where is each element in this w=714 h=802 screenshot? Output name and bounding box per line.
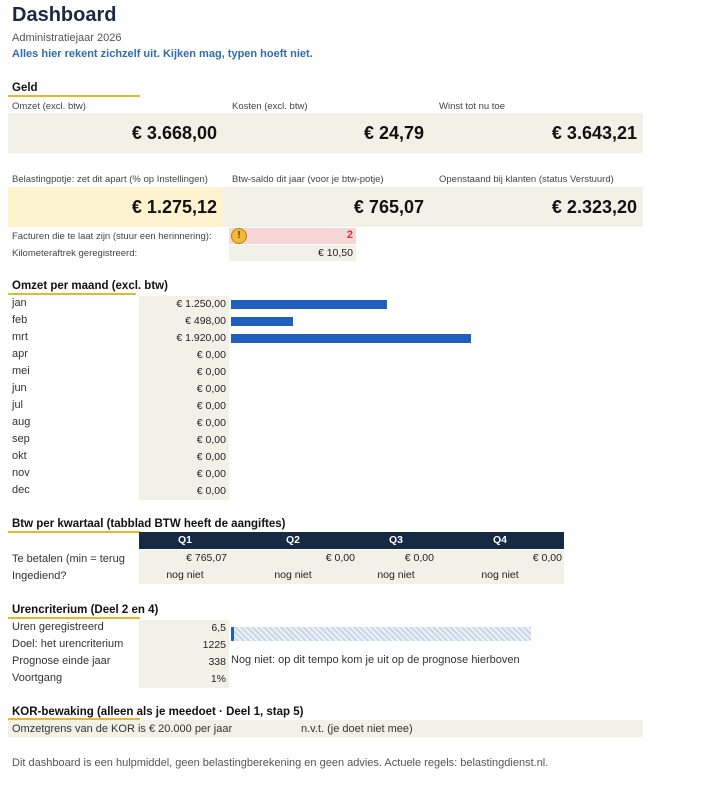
month-value-mrt: € 1.920,00 [139, 330, 229, 347]
winst-value: € 3.643,21 [430, 113, 643, 153]
voortgang-row-value: 1% [139, 671, 229, 688]
month-label-aug: aug [12, 416, 31, 428]
month-bar-mrt [231, 334, 471, 343]
warning-icon: ! [231, 228, 247, 244]
btw-row-filed-label: Ingediend? [12, 570, 67, 582]
winst-label: Winst tot nu toe [439, 101, 506, 112]
km-label: Kilometeraftrek geregistreerd: [12, 248, 138, 259]
month-bar-jan [231, 300, 387, 309]
footer-disclaimer: Dit dashboard is een hulpmiddel, geen belastingberekening en geen advies. Actuele regels: belastingdienst.nl. [12, 757, 549, 769]
btw-q2-filed: nog niet [274, 569, 312, 581]
month-value-jan: € 1.250,00 [139, 296, 229, 313]
month-value-jun: € 0,00 [139, 381, 229, 398]
month-value-dec: € 0,00 [139, 483, 229, 500]
quarter-header-q1: Q1 [139, 532, 231, 549]
btw-row-payable-label: Te betalen (min = terug [12, 553, 125, 565]
section-omzet-maand-heading: Omzet per maand (excl. btw) [12, 280, 168, 292]
late-invoices-cell [229, 228, 356, 244]
kosten-label: Kosten (excl. btw) [232, 101, 308, 112]
page-subtitle: Administratiejaar 2026 [12, 32, 122, 44]
section-geld-underline [8, 95, 140, 97]
month-label-mrt: mrt [12, 331, 28, 343]
page-title: Dashboard [12, 4, 117, 26]
uren-row-value: 6,5 [139, 620, 229, 637]
btw-saldo-label: Btw-saldo dit jaar (voor je btw-potje) [232, 174, 384, 185]
prognose-row-label: Prognose einde jaar [12, 655, 111, 667]
kosten-value: € 24,79 [223, 113, 430, 153]
doel-row-value: 1225 [139, 637, 229, 654]
month-label-nov: nov [12, 467, 30, 479]
section-kor-heading: KOR-bewaking (alleen als je meedoet · Deel 1, stap 5) [12, 706, 304, 718]
voortgang-row-label: Voortgang [12, 672, 63, 684]
section-btw-heading: Btw per kwartaal (tabblad BTW heeft de aangiftes) [12, 518, 286, 530]
btw-q4-filed: nog niet [481, 569, 519, 581]
month-value-nov: € 0,00 [139, 466, 229, 483]
openstaand-label: Openstaand bij klanten (status Verstuurd) [439, 174, 614, 185]
month-value-mei: € 0,00 [139, 364, 229, 381]
month-value-jul: € 0,00 [139, 398, 229, 415]
month-label-jul: jul [12, 399, 24, 411]
month-value-sep: € 0,00 [139, 432, 229, 449]
potje-label: Belastingpotje: zet dit apart (% op Instellingen) [12, 174, 208, 185]
month-label-mei: mei [12, 365, 30, 377]
btw-q2-payable: € 0,00 [325, 552, 355, 564]
prognose-note: Nog niet: op dit tempo kom je uit op de prognose hierboven [231, 654, 520, 666]
month-value-okt: € 0,00 [139, 449, 229, 466]
quarter-header-q2: Q2 [247, 532, 339, 549]
month-value-apr: € 0,00 [139, 347, 229, 364]
section-uren-underline [8, 617, 140, 619]
btw-q4-payable: € 0,00 [532, 552, 562, 564]
omzet-value: € 3.668,00 [8, 113, 223, 153]
month-label-jun: jun [12, 382, 27, 394]
quarter-header-q4: Q4 [454, 532, 546, 549]
quarter-header-q3: Q3 [350, 532, 442, 549]
section-uren-heading: Urencriterium (Deel 2 en 4) [12, 604, 159, 616]
km-value: € 10,50 [229, 245, 356, 261]
month-value-aug: € 0,00 [139, 415, 229, 432]
month-label-sep: sep [12, 433, 30, 445]
btw-q1-filed: nog niet [166, 569, 204, 581]
month-label-dec: dec [12, 484, 30, 496]
btw-q1-payable: € 765,07 [186, 552, 227, 564]
month-label-okt: okt [12, 450, 27, 462]
uren-row-label: Uren geregistreerd [12, 621, 104, 633]
btw-q3-payable: € 0,00 [404, 552, 434, 564]
uren-progress-fill [231, 627, 234, 641]
kor-line: Omzetgrens van de KOR is € 20.000 per jaar [12, 723, 233, 735]
btw-saldo-value: € 765,07 [223, 187, 430, 227]
openstaand-value: € 2.323,20 [430, 187, 643, 227]
doel-row-label: Doel: het urencriterium [12, 638, 124, 650]
info-note: Alles hier rekent zichzelf uit. Kijken mag, typen hoeft niet. [12, 48, 313, 60]
month-value-feb: € 498,00 [139, 313, 229, 330]
late-invoices-value: 2 [346, 229, 353, 241]
prognose-row-value: 338 [139, 654, 229, 671]
potje-value: € 1.275,12 [8, 187, 223, 227]
section-btw-underline [8, 531, 140, 533]
month-label-jan: jan [12, 297, 27, 309]
section-omzet-maand-underline [8, 293, 136, 295]
btw-q3-filed: nog niet [377, 569, 415, 581]
late-invoices-label: Facturen die te laat zijn (stuur een herinnering): [12, 231, 212, 242]
uren-progress-track [231, 627, 531, 641]
month-label-apr: apr [12, 348, 28, 360]
omzet-label: Omzet (excl. btw) [12, 101, 86, 112]
monthly-revenue-chart [0, 296, 714, 500]
month-bar-feb [231, 317, 293, 326]
section-geld-heading: Geld [12, 82, 38, 94]
month-label-feb: feb [12, 314, 28, 326]
kor-status: n.v.t. (je doet niet mee) [301, 723, 413, 735]
